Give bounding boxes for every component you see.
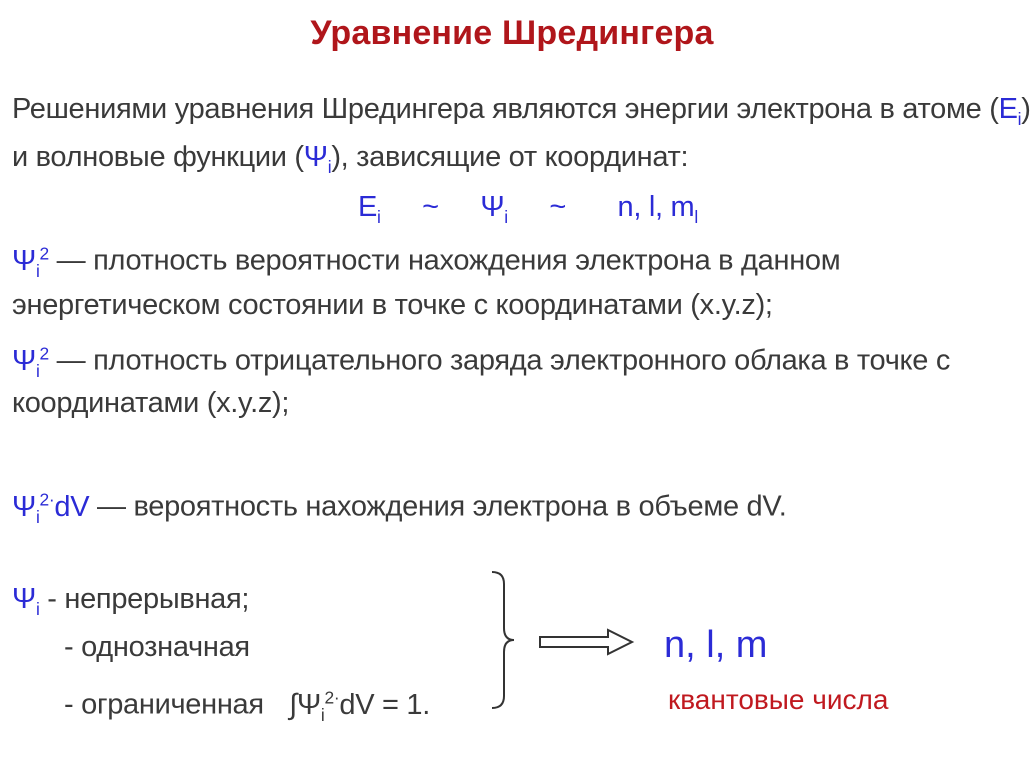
normalization-integral: $\int\Psi_i^{2\cdot}dV = 1$. (289, 687, 430, 725)
energy-symbol: $E_i$ (998, 93, 1022, 129)
definition-2-line-1: $\Psi_i^2$ — плотность отрицательного заряда электронного облака в точке с (12, 343, 951, 381)
relation-quantum: n, l, $m_l$ (617, 191, 698, 227)
property-bounded: - ограниченная $\int\Psi_i^{2\cdot}dV = 1$. (64, 687, 430, 725)
property-continuous: $\Psi_i$ - непрерывная; (12, 583, 250, 619)
psi-squared-symbol: $\Psi_i^2$ (12, 343, 49, 381)
definition-2-line-2: координатами (x.y.z); (12, 387, 290, 419)
intro-text: Решениями уравнения Шредингера являются энергии электрона в атоме ( (12, 93, 999, 125)
psi-symbol: $\Psi_i$ (303, 141, 332, 177)
definition-1-line-2: энергетическом состоянии в точке с координатами (x.y.z); (12, 289, 773, 321)
intro-line-1: Решениями уравнения Шредингера являются энергии электрона в атоме $(E_i)$ (12, 93, 1031, 129)
quantum-numbers-label: квантовые числа (668, 684, 889, 715)
quantum-numbers: n, l, m (664, 624, 768, 666)
right-brace-icon (488, 570, 518, 710)
relation-psi: $\Psi_i$ (480, 191, 508, 227)
relation-energy: $E_i$ (358, 191, 381, 227)
intro-line-2: и волновые функции $(\Psi_i)$, зависящие от координат: (12, 141, 689, 177)
relation-line (358, 190, 698, 234)
psi-squared-symbol: $\Psi_i^2$ (12, 243, 49, 281)
property-single-valued: - однозначная (64, 631, 250, 663)
relation-tilde-1: ~ (422, 191, 439, 223)
right-arrow-icon (538, 627, 634, 657)
definition-1-line-1: $\Psi_i^2$ — плотность вероятности нахождения электрона в данном (12, 243, 841, 281)
psi-squared-dv-symbol: $\Psi_i^{2\cdot}dV$ (12, 489, 90, 527)
relation-tilde-2: ~ (549, 191, 567, 223)
slide-title: Уравнение Шредингера (310, 14, 714, 52)
definition-3-line: $\Psi_i^{2\cdot}dV$ — вероятность нахождения электрона в объеме dV. (12, 489, 787, 527)
psi-symbol: $\Psi_i$ (12, 583, 40, 619)
